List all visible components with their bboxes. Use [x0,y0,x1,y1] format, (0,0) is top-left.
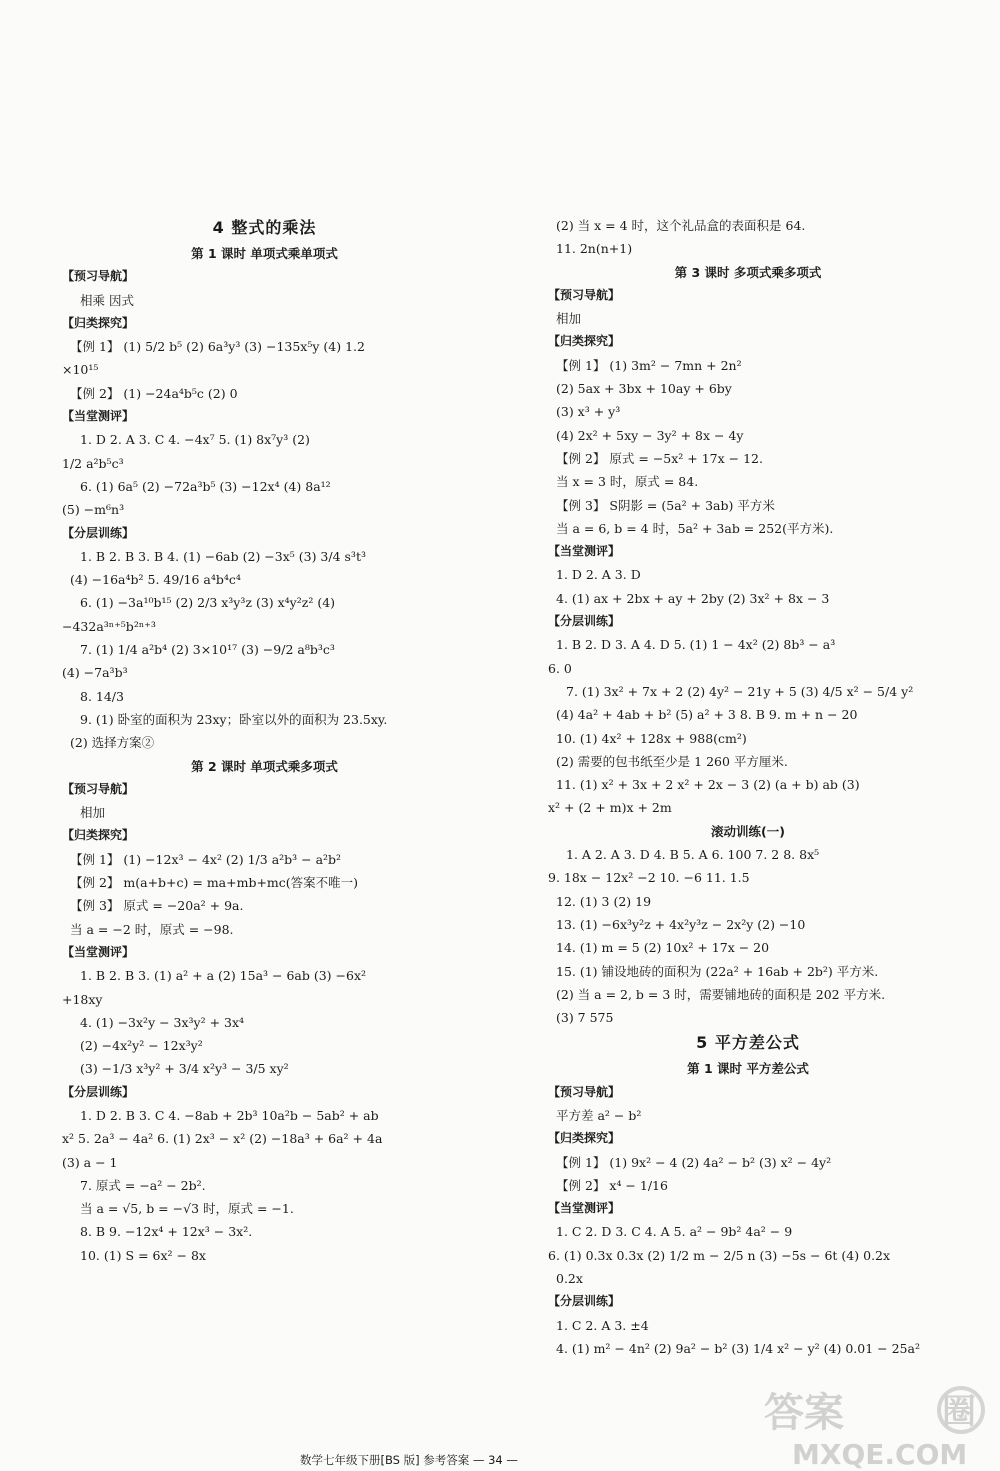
answer-line: (3) −1/3 x³y² + 3/4 x²y³ − 3/5 xy² [80,1061,289,1077]
answer-line: 1/2 a²b⁵c³ [62,455,124,471]
svg-text:MXQE.COM: MXQE.COM [792,1438,968,1470]
answer-line: 1. C 2. D 3. C 4. A 5. a² − 9b² 4a² − 9 [556,1224,793,1240]
subsection-heading: 【当堂测评】 [62,409,135,424]
page-footer: 数学七年级下册[BS 版] 参考答案 — 34 — [300,1453,518,1467]
answer-line: 14. (1) m = 5 (2) 10x² + 17x − 20 [556,940,770,956]
subsection-heading: 【归类探究】 [62,828,135,843]
answer-line: 6. (1) 6a⁵ (2) −72a³b⁵ (3) −12x⁴ (4) 8a¹² [80,478,331,494]
answer-line: 【例 3】 原式 = −20a² + 9a. [70,898,244,914]
answer-line: 1. C 2. A 3. ±4 [556,1317,649,1333]
answer-line: x² + (2 + m)x + 2m [548,800,672,816]
answer-line: 1. D 2. A 3. C 4. −4x⁷ 5. (1) 8x⁷y³ (2) [80,432,310,448]
answer-line: −432a³ⁿ⁺⁵b²ⁿ⁺³ [62,618,156,634]
answer-line: (3) a − 1 [62,1154,118,1170]
section-title: 4 整式的乘法 [212,218,317,237]
answer-line: 6. 0 [548,660,572,676]
lesson-title: 第 3 课时 多项式乘多项式 [674,264,822,280]
answer-line: 【例 1】 (1) 3m² − 7mn + 2n² [556,357,742,373]
answer-line: 15. (1) 铺设地砖的面积为 (22a² + 16ab + 2b²) 平方米. [556,963,879,979]
answer-line: 11. (1) x² + 3x + 2 x² + 2x − 3 (2) (a + b) ab (3) [556,777,860,793]
answer-line: 1. A 2. A 3. D 4. B 5. A 6. 100 7. 2 8. 8x⁵ [566,847,820,863]
answer-line: 【例 2】 x⁴ − 1/16 [556,1177,668,1193]
answer-line: 9. (1) 卧室的面积为 23xy；卧室以外的面积为 23.5xy. [80,711,388,727]
answer-line: (4) 4a² + 4ab + b² (5) a² + 3 8. B 9. m + n − 20 [556,707,858,723]
answer-line: 当 x = 3 时，原式 = 84. [556,474,699,490]
subsection-heading: 【归类探究】 [548,1131,621,1146]
answer-line: (2) −4x²y² − 12x³y² [80,1038,203,1054]
answer-line: 6. (1) 0.3x 0.3x (2) 1/2 m − 2/5 n (3) −5s − 6t (4) 0.2x [548,1247,891,1263]
answer-line: ×10¹⁵ [62,362,99,378]
answer-line: 相加 [80,805,106,821]
subsection-heading: 【分层训练】 [548,1294,621,1309]
subsection-heading: 【预习导航】 [62,269,135,284]
answer-line: 相加 [556,311,582,327]
watermark-logo [756,1378,986,1470]
subsection-heading: 【当堂测评】 [548,544,621,559]
answer-line: 【例 2】 原式 = −5x² + 17x − 12. [556,450,763,466]
answer-line: 4. (1) −3x²y − 3x³y² + 3x⁴ [80,1014,245,1030]
answer-line: 当 a = 6, b = 4 时，5a² + 3ab = 252(平方米). [556,520,834,536]
answer-line: 当 a = √5, b = −√3 时，原式 = −1. [80,1201,294,1217]
answer-line: (2) 需要的包书纸至少是 1 260 平方厘米. [556,753,788,769]
subsection-heading: 【归类探究】 [62,315,135,330]
answer-line: 7. (1) 1/4 a²b⁴ (2) 3×10¹⁷ (3) −9/2 a⁸b³c³ [80,642,335,658]
left-column [62,214,467,1267]
answer-line: 1. D 2. A 3. D [556,567,641,583]
answer-line: (4) −16a⁴b² 5. 49/16 a⁴b⁴c⁴ [70,572,241,588]
answer-line: 【例 3】 S阴影 = (5a² + 3ab) 平方米 [556,497,775,513]
answer-line: 相乘 因式 [80,292,134,308]
answer-line: 10. (1) 4x² + 128x + 988(cm²) [556,730,747,746]
answer-line: 0.2x [556,1271,583,1287]
svg-text:答案: 答案 [764,1390,844,1436]
answer-line: (4) −7a³b³ [62,665,128,681]
lesson-title: 第 2 课时 单项式乘多项式 [191,758,338,774]
answer-line: 1. B 2. D 3. A 4. D 5. (1) 1 − 4x² (2) 8b³ − a³ [556,637,836,653]
answer-line: 1. B 2. B 3. B 4. (1) −6ab (2) −3x⁵ (3) 3/4 s³t³ [80,548,366,564]
subsection-heading: 【预习导航】 [62,781,135,796]
answer-line: 【例 1】 (1) 9x² − 4 (2) 4a² − b² (3) x² − 4y² [556,1154,832,1170]
answer-line: (2) 当 a = 2, b = 3 时，需要铺地砖的面积是 202 平方米. [556,986,886,1002]
answer-line: 平方差 a² − b² [556,1107,642,1123]
answer-line: 1. D 2. B 3. C 4. −8ab + 2b³ 10a²b − 5ab² + ab [80,1107,379,1123]
answer-line: 10. (1) S = 6x² − 8x [80,1247,206,1263]
answer-line: 4. (1) m² − 4n² (2) 9a² − b² (3) 1/4 x² − y² (4) 0.01 − 25a² [556,1340,920,1356]
lesson-title: 第 1 课时 平方差公式 [687,1061,809,1077]
answer-line: (3) 7 575 [556,1010,614,1026]
subsection-heading: 【分层训练】 [62,525,135,540]
subsection-heading: 【分层训练】 [62,1084,135,1099]
answer-line: 【例 1】 (1) −12x³ − 4x² (2) 1/3 a²b³ − a²b² [70,851,342,867]
right-column [548,214,948,1360]
lesson-title: 滚动训练(一) [711,823,785,839]
answer-line: 4. (1) ax + 2bx + ay + 2by (2) 3x² + 8x − 3 [556,590,830,606]
subsection-heading: 【预习导航】 [548,1084,621,1099]
subsection-heading: 【当堂测评】 [548,1201,621,1216]
answer-line: 【例 2】 m(a+b+c) = ma+mb+mc(答案不唯一) [70,875,359,891]
answer-line: 1. B 2. B 3. (1) a² + a (2) 15a³ − 6ab (3) −6x² [80,968,367,984]
answer-line: (2) 当 x = 4 时，这个礼品盒的表面积是 64. [556,218,806,233]
svg-text:圈: 圈 [942,1392,976,1432]
subsection-heading: 【归类探究】 [548,334,621,349]
lesson-title: 第 1 课时 单项式乘单项式 [191,246,338,261]
answer-line: 7. (1) 3x² + 7x + 2 (2) 4y² − 21y + 5 (3) 4/5 x² − 5/4 y² [566,683,914,699]
answer-line: 8. 14/3 [80,688,124,704]
answer-line: 6. (1) −3a¹⁰b¹⁵ (2) 2/3 x³y³z (3) x⁴y²z² (4) [80,595,336,611]
answer-line: x² 5. 2a³ − 4a² 6. (1) 2x³ − x² (2) −18a³ + 6a² + 4a [62,1131,383,1147]
answer-line: (5) −m⁶n³ [62,502,125,518]
subsection-heading: 【分层训练】 [548,614,621,629]
subsection-heading: 【当堂测评】 [62,944,135,959]
answer-line: (4) 2x² + 5xy − 3y² + 8x − 4y [556,427,744,443]
answer-line: 12. (1) 3 (2) 19 [556,893,652,909]
answer-line: 9. 18x − 12x² −2 10. −6 11. 1.5 [548,870,750,886]
answer-line: 【例 2】 (1) −24a⁴b⁵c (2) 0 [70,385,238,401]
answer-line: 13. (1) −6x³y²z + 4x²y³z − 2x²y (2) −10 [556,916,806,932]
answer-line: 当 a = −2 时，原式 = −98. [70,921,234,937]
answer-line: 【例 1】 (1) 5/2 b⁵ (2) 6a³y³ (3) −135x⁵y (4) 1.2 [70,339,365,355]
answer-line: (2) 5ax + 3bx + 10ay + 6by [556,381,732,397]
answer-line: (3) x³ + y³ [556,404,621,420]
subsection-heading: 【预习导航】 [548,287,621,302]
answer-line: (2) 选择方案② [70,735,155,751]
answer-line: 7. 原式 = −a² − 2b². [80,1177,206,1193]
answer-line: 8. B 9. −12x⁴ + 12x³ − 3x². [80,1224,253,1240]
answer-line: +18xy [62,991,103,1007]
answer-line: 11. 2n(n+1) [556,241,633,257]
section-title: 5 平方差公式 [696,1033,800,1053]
